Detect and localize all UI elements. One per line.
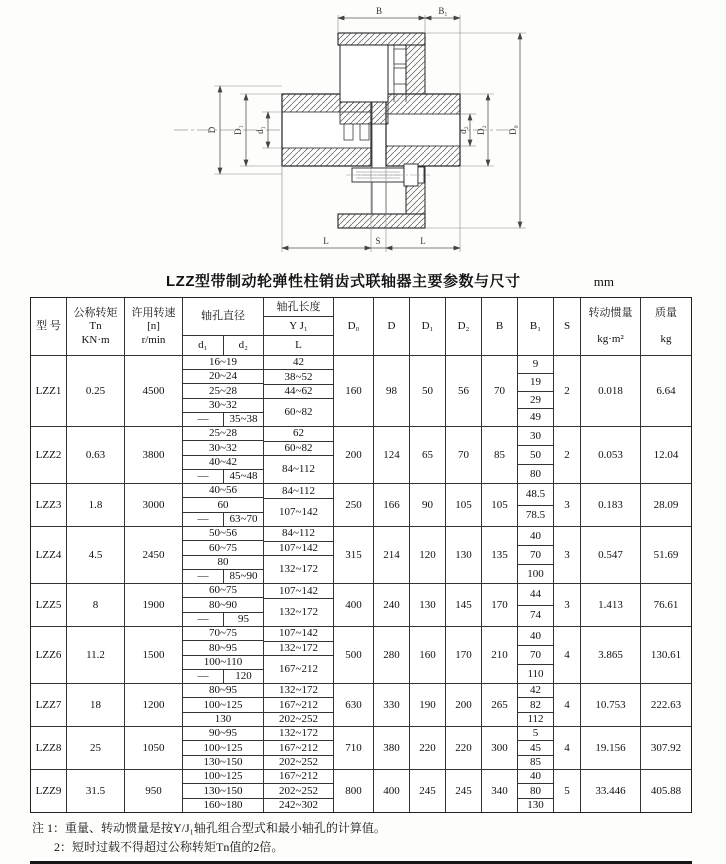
b1-value: 74	[530, 609, 541, 622]
length-range: 84~112	[264, 527, 333, 542]
dim-label-d2-hub: D₂	[476, 125, 486, 135]
bore-d2-value: 95	[238, 613, 249, 625]
torque-header-line: KN·m	[81, 333, 110, 346]
d1-value: 90	[410, 484, 446, 526]
s-value: 3	[554, 527, 581, 583]
col-header-d2-dim: D₂	[446, 298, 482, 355]
b-value: 340	[482, 770, 518, 812]
b1-value: 50	[518, 446, 553, 465]
bore-length-cell	[264, 684, 334, 726]
b1-value: 112	[527, 713, 544, 725]
b1-value: 19	[518, 374, 553, 392]
torque-value: 0.63	[67, 427, 125, 483]
table-body	[31, 356, 691, 812]
speed-value: 3000	[125, 484, 183, 526]
bore-diameter-cell	[183, 770, 264, 812]
col-header-model: 型 号	[31, 298, 67, 355]
length-range: 42	[264, 356, 333, 370]
b1-cell	[518, 584, 554, 626]
b1-value: 82	[518, 698, 553, 712]
table-row	[31, 427, 691, 484]
b1-value: 78.5	[525, 509, 546, 522]
inertia-value: 0.183	[581, 484, 641, 526]
table-row	[31, 356, 691, 427]
length-range: 167~212	[264, 741, 333, 755]
col-header-l: L	[295, 339, 302, 352]
length-range: 242~302	[279, 799, 318, 811]
s-value: 2	[554, 356, 581, 426]
bore-d1-value: —	[183, 513, 224, 526]
bore-range: 100~125	[183, 698, 263, 712]
col-header-d2: d₂	[238, 339, 248, 352]
bore-d1-value: —	[183, 470, 224, 483]
inertia-value: 10.753	[581, 684, 641, 726]
dim-label-b: B	[375, 6, 383, 16]
col-header-b1: B₁	[518, 298, 554, 355]
bore-range: 60~75	[183, 541, 263, 555]
table-row	[31, 627, 691, 684]
table-row	[31, 770, 691, 812]
mass-value: 6.64	[656, 384, 676, 397]
bore-d2-value: 35~38	[229, 413, 258, 426]
mass-value: 307.92	[650, 741, 682, 754]
table-row	[31, 684, 691, 727]
d2-value: 56	[446, 356, 482, 426]
col-header-d1-dim: D₁	[410, 298, 446, 355]
inertia-value: 33.446	[581, 770, 641, 812]
col-header-inertia	[581, 298, 641, 355]
bore-range: 70~75	[183, 627, 263, 641]
col-header-bore-diameter	[183, 298, 264, 355]
b1-cell	[518, 770, 554, 812]
bore-len-header: 轴孔长度	[264, 298, 333, 317]
b1-value: 85	[530, 756, 541, 768]
bore-length-cell	[264, 356, 334, 426]
bore-range: 80~95	[183, 684, 263, 698]
b1-value: 29	[518, 392, 553, 410]
length-range: 132~172	[264, 684, 333, 698]
s-value: 4	[554, 684, 581, 726]
bore-diameter-cell	[183, 627, 264, 683]
torque-header-line: 公称转矩	[73, 306, 118, 319]
b-value: 105	[482, 484, 518, 526]
bore-range: 80	[183, 556, 263, 570]
d-value: 400	[374, 770, 410, 812]
table-row	[31, 727, 691, 770]
d0-value: 800	[334, 770, 374, 812]
b1-cell	[518, 684, 554, 726]
table-row	[31, 584, 691, 627]
inertia-value: 1.413	[581, 584, 641, 626]
bore-length-cell	[264, 427, 334, 483]
b1-value: 40	[518, 627, 553, 646]
d0-value: 160	[334, 356, 374, 426]
model-cell: LZZ2	[31, 427, 67, 483]
bore-diameter-cell	[183, 427, 264, 483]
speed-header-line: 许用转速	[131, 306, 176, 319]
col-header-mass	[641, 298, 691, 355]
mass-value: 405.88	[650, 784, 682, 797]
d2-value: 70	[446, 427, 482, 483]
model-cell: LZZ8	[31, 727, 67, 769]
length-range: 84~112	[281, 463, 316, 476]
bore-range: 50~56	[183, 527, 263, 541]
length-range: 202~252	[264, 784, 333, 798]
bore-range-split	[183, 613, 263, 626]
spec-table	[30, 297, 692, 813]
b1-value: 110	[527, 667, 544, 680]
d-value: 280	[374, 627, 410, 683]
bore-range: 40~42	[183, 456, 263, 470]
bore-range: 130~150	[203, 756, 243, 768]
bore-range-split	[183, 513, 263, 526]
b1-value: 80	[518, 784, 553, 798]
col-header-speed	[125, 298, 183, 355]
b1-cell	[518, 484, 554, 526]
d0-value: 200	[334, 427, 374, 483]
bore-length-cell	[264, 527, 334, 583]
d1-value: 245	[410, 770, 446, 812]
bore-diameter-cell	[183, 684, 264, 726]
b-value: 170	[482, 584, 518, 626]
col-header-d1: d₁	[183, 336, 224, 355]
b1-value: 45	[518, 741, 553, 755]
mass-value: 51.69	[653, 548, 679, 561]
dim-label-d1-bore: d₁	[255, 126, 265, 134]
torque-value: 18	[67, 684, 125, 726]
s-value: 2	[554, 427, 581, 483]
bore-d2-value: 45~48	[229, 470, 258, 483]
length-range: 107~142	[264, 584, 333, 599]
bore-range-split	[183, 470, 263, 483]
bore-d1-value: —	[183, 613, 224, 626]
b-value: 265	[482, 684, 518, 726]
b1-value: 49	[530, 411, 541, 424]
model-cell: LZZ5	[31, 584, 67, 626]
torque-header-line: Tn	[89, 320, 102, 333]
speed-value: 1050	[125, 727, 183, 769]
model-cell: LZZ3	[31, 484, 67, 526]
bore-d2-value: 63~70	[229, 513, 258, 525]
bore-d1-value: —	[183, 570, 224, 583]
length-range: 107~142	[264, 627, 333, 642]
d0-value: 250	[334, 484, 374, 526]
length-range: 202~252	[279, 713, 318, 725]
d1-value: 160	[410, 627, 446, 683]
speed-value: 1500	[125, 627, 183, 683]
d2-value: 170	[446, 627, 482, 683]
bore-range: 130~150	[183, 784, 263, 798]
mass-header-line: kg	[660, 332, 672, 345]
torque-value: 0.25	[67, 356, 125, 426]
title-row	[0, 270, 726, 291]
col-header-b: B	[482, 298, 518, 355]
length-range: 132~172	[279, 606, 318, 619]
col-header-bore-length	[264, 298, 334, 355]
bore-length-cell	[264, 484, 334, 526]
d1-value: 120	[410, 527, 446, 583]
bore-range: 80~90	[183, 598, 263, 612]
b1-cell	[518, 356, 554, 426]
b1-value: 130	[527, 799, 544, 811]
model-cell: LZZ6	[31, 627, 67, 683]
speed-value: 4500	[125, 356, 183, 426]
model-cell: LZZ4	[31, 527, 67, 583]
bore-range: 100~110	[183, 656, 263, 670]
s-value: 3	[554, 584, 581, 626]
mass-value: 28.09	[653, 498, 679, 511]
b1-value: 30	[518, 427, 553, 446]
bore-length-cell	[264, 627, 334, 683]
col-header-yj1: Y J₁	[264, 317, 333, 336]
d2-value: 130	[446, 527, 482, 583]
length-range: 107~142	[264, 542, 333, 557]
bore-d1-value: —	[183, 670, 224, 683]
dim-label-d1-hub: D₁	[233, 125, 243, 135]
length-range: 44~62	[264, 385, 333, 399]
length-range: 167~212	[279, 663, 318, 676]
dim-label-d0-brake-wheel: D₀	[508, 125, 518, 135]
b1-value: 70	[518, 546, 553, 565]
bore-d1-value: —	[183, 413, 224, 426]
d0-value: 400	[334, 584, 374, 626]
dim-label-b1: B₁	[438, 6, 448, 16]
inertia-value: 19.156	[581, 727, 641, 769]
length-range: 107~142	[279, 506, 318, 519]
col-header-d: D	[374, 298, 410, 355]
note-line-2: 2：短时过载不得超过公称转矩Tn值的2倍。	[54, 839, 284, 854]
b1-cell	[518, 727, 554, 769]
bore-range: 16~19	[183, 356, 263, 370]
bore-range-split	[183, 670, 263, 683]
col-header-d0: D₀	[334, 298, 374, 355]
length-range: 60~82	[284, 406, 313, 419]
mass-header-line: 质量	[655, 307, 677, 320]
b-value: 85	[482, 427, 518, 483]
mass-value: 12.04	[653, 448, 679, 461]
inertia-header-line: kg·m²	[597, 332, 624, 345]
s-value: 5	[554, 770, 581, 812]
bore-d2-value: 85~90	[229, 570, 258, 583]
mass-value: 222.63	[650, 698, 682, 711]
d-value: 124	[374, 427, 410, 483]
unit-label: mm	[593, 274, 614, 289]
bore-range: 30~32	[183, 399, 263, 413]
b1-cell	[518, 527, 554, 583]
b1-cell	[518, 427, 554, 483]
d1-value: 190	[410, 684, 446, 726]
bore-range: 130	[214, 713, 232, 725]
b1-value: 70	[518, 646, 553, 665]
d0-value: 500	[334, 627, 374, 683]
bore-range-split	[183, 570, 263, 583]
dim-label-s: S	[375, 236, 381, 246]
bore-length-cell	[264, 727, 334, 769]
length-range: 60~82	[264, 442, 333, 457]
bore-range: 100~125	[183, 741, 263, 755]
bore-range: 20~24	[183, 370, 263, 384]
d1-value: 50	[410, 356, 446, 426]
b1-value: 100	[527, 567, 544, 580]
bore-range: 80~95	[183, 641, 263, 655]
speed-value: 1200	[125, 684, 183, 726]
torque-value: 1.8	[67, 484, 125, 526]
b-value: 210	[482, 627, 518, 683]
length-range: 62	[264, 427, 333, 442]
s-value: 3	[554, 484, 581, 526]
b1-value: 9	[518, 356, 553, 374]
dim-label-l-left: L	[323, 236, 329, 246]
b1-value: 40	[518, 770, 553, 784]
bore-range: 25~28	[183, 427, 263, 441]
b1-value: 48.5	[518, 484, 553, 506]
d1-value: 130	[410, 584, 446, 626]
mass-value: 130.61	[650, 648, 682, 661]
inertia-value: 0.547	[581, 527, 641, 583]
bore-range: 30~32	[183, 441, 263, 455]
b1-value: 80	[530, 467, 541, 480]
bore-range: 60~75	[183, 584, 263, 598]
bore-diameter-cell	[183, 356, 264, 426]
bore-length-cell	[264, 584, 334, 626]
d2-value: 245	[446, 770, 482, 812]
b-value: 300	[482, 727, 518, 769]
table-row	[31, 484, 691, 527]
page-title: LZZ型带制动轮弹性柱销齿式联轴器主要参数与尺寸	[166, 273, 521, 290]
speed-value: 1900	[125, 584, 183, 626]
length-range: 202~252	[279, 756, 318, 768]
bore-range: 160~180	[203, 799, 243, 811]
bore-diameter-cell	[183, 484, 264, 526]
d-value: 330	[374, 684, 410, 726]
d0-value: 630	[334, 684, 374, 726]
technical-drawing	[0, 0, 726, 268]
d0-value: 710	[334, 727, 374, 769]
bore-d2-value: 120	[235, 670, 252, 683]
d2-value: 220	[446, 727, 482, 769]
torque-value: 8	[67, 584, 125, 626]
inertia-value: 0.018	[581, 356, 641, 426]
d1-value: 65	[410, 427, 446, 483]
d1-value: 220	[410, 727, 446, 769]
inertia-header-line: 转动惯量	[588, 307, 633, 320]
b-value: 135	[482, 527, 518, 583]
b1-value: 40	[518, 527, 553, 546]
speed-header-line: [n]	[147, 320, 160, 333]
bore-range: 60	[183, 498, 263, 512]
dim-label-l-right: L	[420, 236, 426, 246]
d2-value: 105	[446, 484, 482, 526]
note-line-1: 注 1：重量、转动惯量是按Y/J₁轴孔组合型式和最小轴孔的计算值。	[32, 821, 386, 835]
length-range: 167~212	[264, 698, 333, 712]
length-range: 84~112	[264, 484, 333, 499]
bore-diameter-cell	[183, 584, 264, 626]
b1-value: 44	[518, 584, 553, 606]
col-header-s: S	[554, 298, 581, 355]
torque-value: 4.5	[67, 527, 125, 583]
bore-diameter-cell	[183, 527, 264, 583]
speed-value: 2450	[125, 527, 183, 583]
bore-diameter-cell	[183, 727, 264, 769]
torque-value: 11.2	[67, 627, 125, 683]
torque-value: 25	[67, 727, 125, 769]
dim-label-d2-bore: d₂	[458, 126, 468, 134]
bore-range: 90~95	[183, 727, 263, 741]
d0-value: 315	[334, 527, 374, 583]
speed-value: 950	[125, 770, 183, 812]
bore-range: 100~125	[183, 770, 263, 784]
inertia-value: 3.865	[581, 627, 641, 683]
d-value: 98	[374, 356, 410, 426]
d-value: 380	[374, 727, 410, 769]
length-range: 132~172	[264, 727, 333, 741]
length-range: 38~52	[264, 370, 333, 384]
length-range: 132~172	[279, 563, 318, 576]
d2-value: 145	[446, 584, 482, 626]
b1-value: 5	[518, 727, 553, 741]
length-range: 132~172	[264, 642, 333, 657]
notes	[32, 819, 726, 856]
model-cell: LZZ7	[31, 684, 67, 726]
d-value: 240	[374, 584, 410, 626]
b-value: 70	[482, 356, 518, 426]
s-value: 4	[554, 727, 581, 769]
model-cell: LZZ1	[31, 356, 67, 426]
torque-value: 31.5	[67, 770, 125, 812]
coupling-section-drawing	[148, 2, 540, 264]
length-range: 167~212	[264, 770, 333, 784]
bore-range: 25~28	[183, 384, 263, 398]
dim-label-d-flange: D	[207, 126, 217, 134]
bore-length-cell	[264, 770, 334, 812]
table-row	[31, 527, 691, 584]
d2-value: 200	[446, 684, 482, 726]
inertia-value: 0.053	[581, 427, 641, 483]
mass-value: 76.61	[653, 598, 679, 611]
speed-value: 3800	[125, 427, 183, 483]
bore-range: 40~56	[183, 484, 263, 498]
table-header-row	[31, 298, 691, 356]
b1-cell	[518, 627, 554, 683]
speed-header-line: r/min	[141, 333, 166, 346]
s-value: 4	[554, 627, 581, 683]
d-value: 166	[374, 484, 410, 526]
model-cell: LZZ9	[31, 770, 67, 812]
d-value: 214	[374, 527, 410, 583]
col-header-torque	[67, 298, 125, 355]
bore-dia-header: 轴孔直径	[183, 298, 263, 336]
bore-range-split	[183, 413, 263, 426]
b1-value: 42	[518, 684, 553, 698]
